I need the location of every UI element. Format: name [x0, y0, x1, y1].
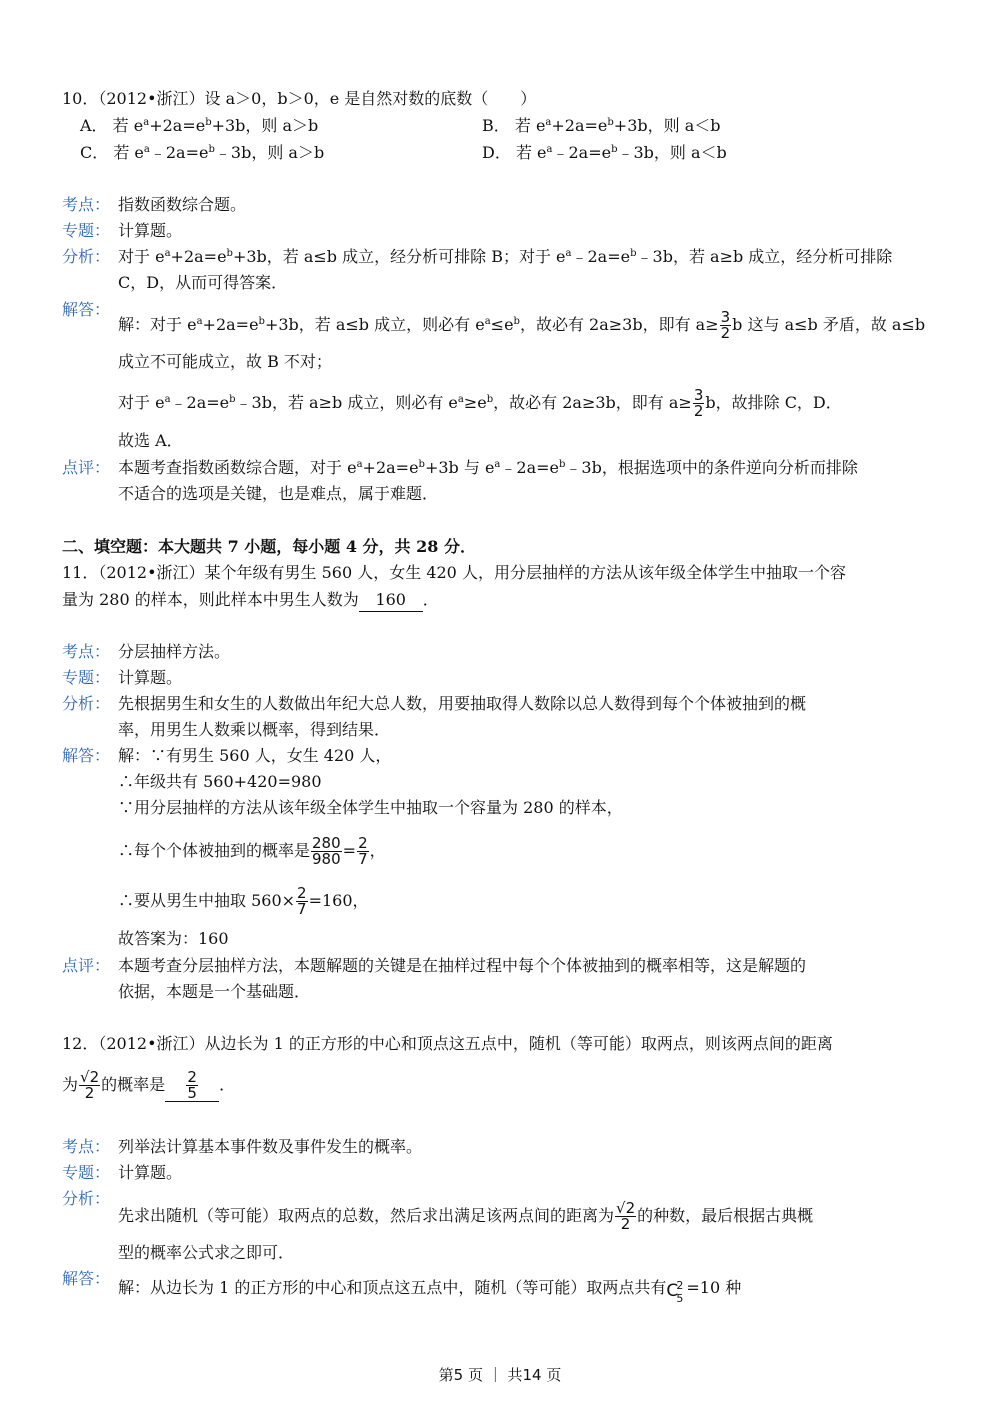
- q12-fenxi-line2: 型的概率公式求之即可．: [118, 1243, 295, 1262]
- q12-fenxi-label: 分析：: [62, 1189, 111, 1208]
- q12-jieda-label: 解答：: [62, 1269, 111, 1288]
- q10-jieda-line1: 解：对于 $e^a+2a=e^b+3b$，若 a≤b 成立，则必有 $e^a\le e^b$，故必有 2a≥3b，即有 a≥ $\frac{3}{2}$ b 这与 a≤b 矛盾，故 a≤b: [118, 308, 926, 342]
- q10-option-c: C． 若 $e^a﹣2a=e^b﹣3b$，则 a＞b: [80, 143, 325, 162]
- q11-kaodian-label: 考点：: [62, 642, 111, 661]
- fraction-sqrt2-2: $\frac{√2}{2}$: [616, 1199, 636, 1233]
- q10-jieda-line3: 对于 $e^a﹣2a=e^b﹣3b$，若 a≥b 成立，则必有 $e^a\ge e^b$，故必有 2a≥3b，即有 a≥ $\frac{3}{2}$ b，故排除 C，D．: [118, 386, 842, 420]
- q10-option-a: A． 若 $e^a+2a=e^b+3b$，则 a＞b: [80, 116, 319, 135]
- q11-jieda-line2: ∴年级共有 560+420=980: [118, 772, 322, 791]
- q11-jieda-line1: 解：∵有男生 560 人，女生 420 人，: [118, 746, 392, 765]
- fraction-sqrt2-2: $\frac{√2}{2}$: [80, 1068, 100, 1102]
- fraction-2-7: $\frac{2}{7}$: [358, 834, 368, 868]
- q12-stem-line2: 为 $\frac{√2}{2}$ 的概率是 $\frac{2}{5}$ ．: [62, 1068, 236, 1102]
- q10-kaodian-label: 考点：: [62, 195, 111, 214]
- q10-jieda-line2: 成立不可能成立，故 B 不对；: [118, 352, 332, 371]
- q11-jieda-line4: ∴每个个体被抽到的概率是 $\frac{280}{980}$ = $\frac{2}{7}$ ，: [118, 834, 386, 868]
- fraction-280-980: $\frac{280}{980}$: [312, 834, 341, 868]
- section-heading: 二、填空题：本大题共 7 小题，每小题 4 分，共 28 分．: [62, 537, 476, 556]
- q11-dianping-line2: 依据，本题是一个基础题．: [118, 982, 311, 1001]
- combination-c-5-2: C 2 5: [666, 1278, 684, 1305]
- fraction-2-7: $\frac{2}{7}$: [297, 884, 307, 918]
- q10-dianping-line2: 不适合的选项是关键，也是难点，属于难题．: [118, 484, 439, 503]
- q12-jieda-line1: 解：从边长为 1 的正方形的中心和顶点这五点中，随机（等可能）取两点共有 C 2 5 =10 种: [118, 1278, 742, 1305]
- q10-zhuanti-label: 专题：: [62, 221, 111, 240]
- q11-kaodian: 分层抽样方法。: [118, 642, 231, 661]
- q11-fenxi-line1: 先根据男生和女生的人数做出年纪大总人数，用要抽取得人数除以总人数得到每个个体被抽到的概: [118, 694, 807, 713]
- q10-option-d: D． 若 $e^a﹣2a=e^b﹣3b$，则 a＜b: [482, 143, 727, 162]
- fraction-3-2: $\frac{3}{2}$: [720, 308, 731, 342]
- q10-dianping-label: 点评：: [62, 458, 111, 477]
- q10-fenxi-label: 分析：: [62, 247, 111, 266]
- q11-zhuanti-label: 专题：: [62, 668, 111, 687]
- q12-zhuanti-label: 专题：: [62, 1163, 111, 1182]
- q10-fenxi-line1: 对于 $e^a+2a=e^b+3b$，若 a≤b 成立，经分析可排除 B；对于 $e^a﹣2a=e^b﹣3b$，若 a≥b 成立，经分析可排除: [118, 247, 893, 266]
- q12-zhuanti: 计算题。: [118, 1163, 183, 1182]
- q11-stem-line1: 11．（2012•浙江）某个年级有男生 560 人，女生 420 人，用分层抽样的方法从该年级全体学生中抽取一个容: [62, 563, 846, 582]
- q10-jieda-label: 解答：: [62, 300, 111, 319]
- q10-fenxi-line2: C，D，从而可得答案．: [118, 273, 288, 292]
- q11-fenxi-line2: 率，用男生人数乘以概率，得到结果．: [118, 720, 391, 739]
- q10-dianping-line1: 本题考查指数函数综合题，对于 $e^a+2a=e^b+3b$ 与 $e^a﹣2a=e^b﹣3b$，根据选项中的条件逆向分析而排除: [118, 458, 858, 477]
- q12-stem-line1: 12．（2012•浙江）从边长为 1 的正方形的中心和顶点这五点中，随机（等可能）取两点，则该两点间的距离: [62, 1034, 833, 1053]
- q11-jieda-label: 解答：: [62, 746, 111, 765]
- q11-stem-line2: 量为 280 的样本，则此样本中男生人数为 160 ．: [62, 589, 439, 612]
- q12-answer-blank: [165, 1070, 219, 1102]
- q10-jieda-line4: 故选 A．: [118, 431, 183, 450]
- q11-jieda-line5: ∴要从男生中抽取 560× $\frac{2}{7}$ =160，: [118, 884, 369, 918]
- q10-option-b: B． 若 $e^a+2a=e^b+3b$，则 a＜b: [482, 116, 721, 135]
- q10-kaodian: 指数函数综合题。: [118, 195, 247, 214]
- q12-fenxi-line1: 先求出随机（等可能）取两点的总数，然后求出满足该两点间的距离为 $\frac{√2}{2}$ 的种数，最后根据古典概: [118, 1199, 814, 1233]
- fraction-3-2: $\frac{3}{2}$: [693, 386, 704, 420]
- q11-zhuanti: 计算题。: [118, 668, 183, 687]
- q12-kaodian: 列举法计算基本事件数及事件发生的概率。: [118, 1137, 423, 1156]
- q12-kaodian-label: 考点：: [62, 1137, 111, 1156]
- q11-dianping-label: 点评：: [62, 956, 111, 975]
- q11-fenxi-label: 分析：: [62, 694, 111, 713]
- q11-jieda-line6: 故答案为：160: [118, 929, 229, 948]
- page-footer: 第5 页 ｜ 共14 页: [438, 1366, 562, 1384]
- fraction-2-5: $\frac{2}{5}$: [187, 1068, 197, 1102]
- q11-answer-blank: 160: [359, 589, 423, 612]
- q10-stem: 10．（2012•浙江）设 a＞0，b＞0，e 是自然对数的底数（ ）: [62, 89, 537, 108]
- q11-dianping-line1: 本题考查分层抽样方法，本题解题的关键是在抽样过程中每个个体被抽到的概率相等，这是解题的: [118, 956, 807, 975]
- q11-jieda-line3: ∵用分层抽样的方法从该年级全体学生中抽取一个容量为 280 的样本，: [118, 798, 623, 817]
- q10-zhuanti: 计算题。: [118, 221, 183, 240]
